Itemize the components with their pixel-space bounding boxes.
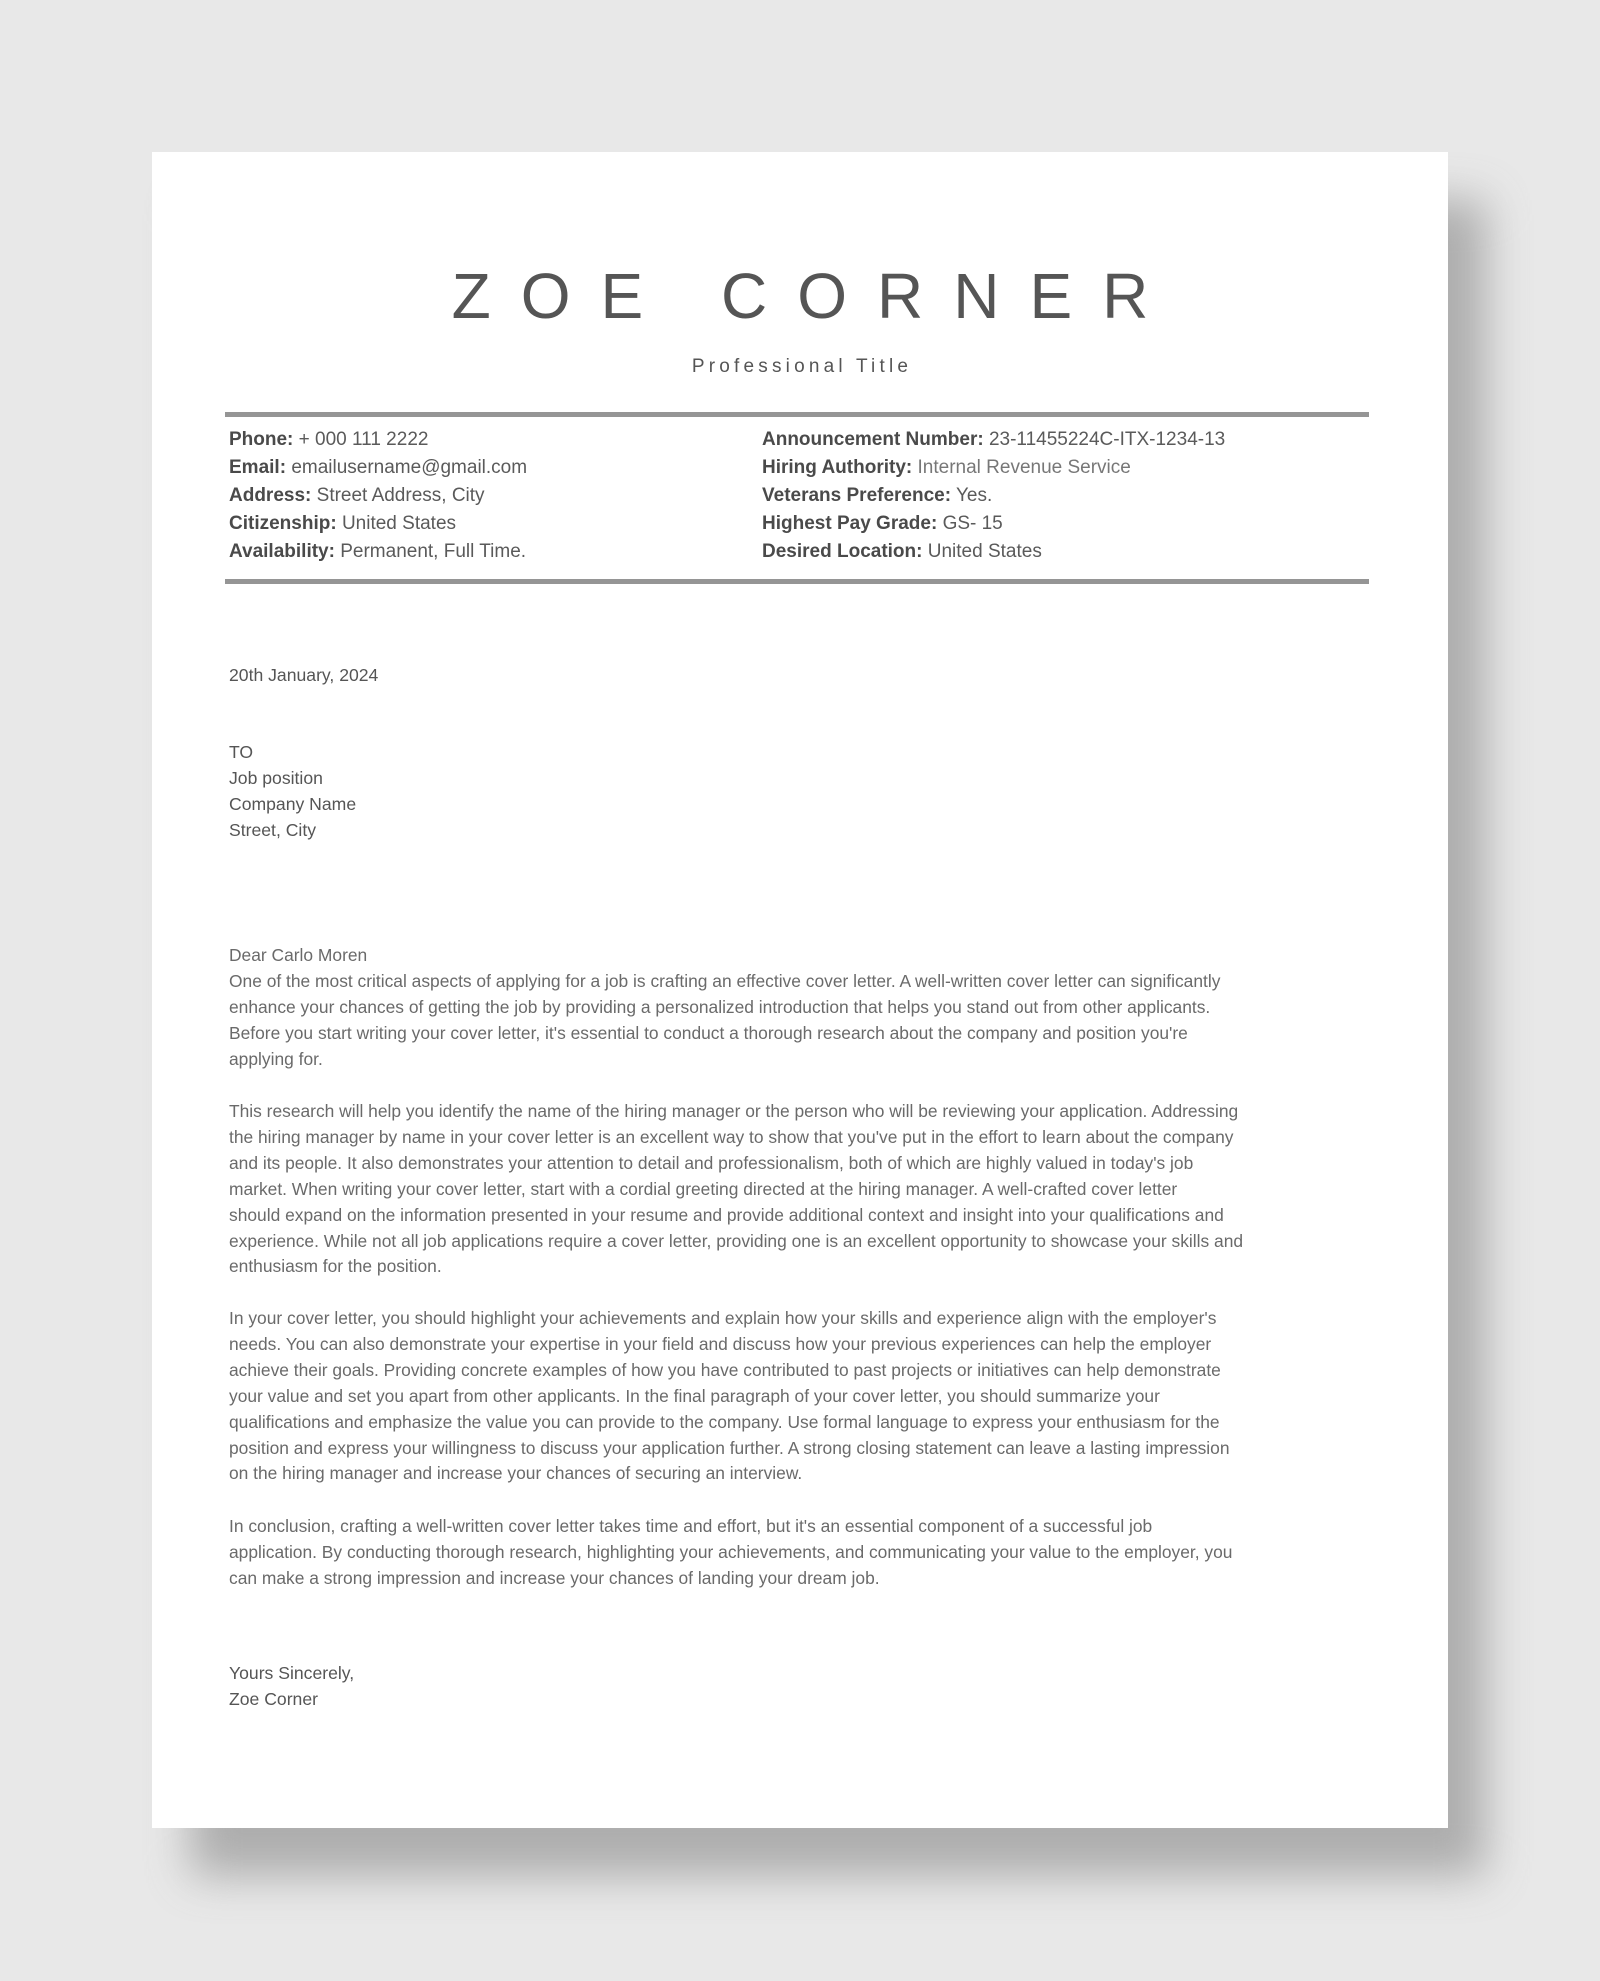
professional-title: Professional Title — [691, 356, 913, 377]
salutation-text: Dear Carlo Moren — [229, 945, 368, 965]
top-divider — [225, 412, 1369, 417]
paragraph-line: the hiring manager by name in your cover letter is an excellent way to show that you've put in the effort to learn about the company — [229, 1126, 1234, 1147]
availability-label: Availability: — [229, 541, 335, 562]
paragraph-3 — [229, 1306, 1230, 1487]
email-row — [229, 454, 527, 482]
paragraph-line: applying for. — [229, 1048, 323, 1069]
hiring-authority-value: Internal Revenue Service — [917, 457, 1131, 478]
pay-grade-label: Highest Pay Grade: — [762, 513, 938, 534]
date-text: 20th January, 2024 — [229, 665, 379, 685]
paragraph-2 — [229, 1099, 1243, 1280]
paragraph-line: and its people. It also demonstrates your attention to detail and professionalism, both of which are highly valued in today's job — [229, 1152, 1194, 1173]
paragraph-line: enthusiasm for the position. — [229, 1256, 442, 1277]
phone-value: + 000 111 2222 — [298, 429, 429, 450]
closing-block — [229, 1660, 354, 1712]
recipient-line: Job position — [229, 768, 323, 788]
email-label: Email: — [229, 457, 287, 478]
recipient-line: Street, City — [229, 820, 317, 840]
paragraph-line: In conclusion, crafting a well-written cover letter takes time and effort, but it's an essential component of a successful job — [229, 1516, 1153, 1536]
paragraph-line: market. When writing your cover letter, start with a cordial greeting directed at the hiring manager. A well-crafted cover letter — [229, 1178, 1178, 1199]
contact-info-right — [762, 426, 1225, 566]
paragraph-line: qualifications and emphasize the value you can provide to the company. Use formal language to express your enthusiasm for the — [229, 1411, 1220, 1432]
applicant-name: ZOE CORNER — [451, 260, 1179, 332]
paragraph-1 — [229, 969, 1220, 1073]
closing-text: Yours Sincerely, — [229, 1663, 355, 1683]
phone-label: Phone: — [229, 429, 294, 450]
email-value: emailusername@gmail.com — [291, 457, 528, 478]
bottom-divider — [225, 579, 1369, 584]
paragraph-line: position and express your willingness to discuss your application further. A strong closing statement can leave a lasting impression — [229, 1437, 1230, 1458]
hiring-authority-label: Hiring Authority: — [762, 457, 913, 478]
citizenship-row — [229, 510, 527, 538]
paragraph-line: application. By conducting thorough research, highlighting your achievements, and communicating your value to the employer, you — [229, 1541, 1233, 1562]
letter-date — [229, 662, 378, 688]
paragraph-line: One of the most critical aspects of applying for a job is crafting an effective cover letter. A well-written cover letter can significantly — [229, 971, 1221, 991]
phone-row — [229, 426, 527, 454]
availability-value: Permanent, Full Time. — [340, 541, 527, 562]
announcement-number-value: 23-11455224C-ITX-1234-13 — [988, 429, 1226, 450]
veterans-preference-label: Veterans Preference: — [762, 485, 952, 506]
paragraph-line: This research will help you identify the name of the hiring manager or the person who will be reviewing your application. Addressing — [229, 1101, 1239, 1121]
recipient-line: TO — [229, 742, 254, 762]
announcement-number-row — [762, 426, 1225, 454]
desired-location-value: United States — [927, 541, 1042, 562]
paragraph-line: on the hiring manager and increase your chances of securing an interview. — [229, 1463, 803, 1484]
address-label: Address: — [229, 485, 312, 506]
veterans-preference-row — [762, 482, 1225, 510]
paragraph-line: needs. You can also demonstrate your expertise in your field and discuss how your previous experiences can help the employer — [229, 1333, 1212, 1354]
address-row — [229, 482, 527, 510]
paragraph-line: enhance your chances of getting the job by providing a personalized introduction that helps you stand out from other applicants. — [229, 996, 1211, 1017]
salutation — [229, 943, 367, 969]
hiring-authority-row — [762, 454, 1225, 482]
citizenship-value: United States — [341, 513, 457, 534]
address-value: Street Address, City — [316, 485, 485, 506]
cover-letter-page — [152, 152, 1448, 1828]
paragraph-line: In your cover letter, you should highlight your achievements and explain how your skills and experience align with the employer's — [229, 1308, 1217, 1328]
recipient-block — [229, 739, 356, 843]
paragraph-line: should expand on the information presented in your resume and provide additional context and insight into your qualifications and — [229, 1204, 1224, 1225]
contact-info-left — [229, 426, 527, 566]
paragraph-line: your value and set you apart from other applicants. In the final paragraph of your cover letter, you should summarize your — [229, 1385, 1160, 1406]
pay-grade-row — [762, 510, 1225, 538]
signature-text: Zoe Corner — [229, 1689, 318, 1709]
paragraph-line: experience. While not all job applications require a cover letter, providing one is an excellent opportunity to showcase your skills and — [229, 1230, 1244, 1251]
paragraph-line: can make a strong impression and increase your chances of landing your dream job. — [229, 1567, 880, 1588]
desired-location-label: Desired Location: — [762, 541, 923, 562]
paragraph-4 — [229, 1514, 1232, 1592]
recipient-line: Company Name — [229, 794, 357, 814]
veterans-preference-value: Yes. — [956, 485, 993, 506]
paragraph-line: achieve their goals. Providing concrete examples of how you have contributed to past projects or initiatives can help demonstrate — [229, 1359, 1221, 1380]
announcement-number-label: Announcement Number: — [762, 429, 984, 450]
citizenship-label: Citizenship: — [229, 513, 337, 534]
paragraph-line: Before you start writing your cover letter, it's essential to conduct a thorough research about the company and position you're — [229, 1022, 1188, 1043]
desired-location-row — [762, 538, 1225, 566]
availability-row — [229, 538, 527, 566]
pay-grade-value: GS- 15 — [942, 513, 1003, 534]
